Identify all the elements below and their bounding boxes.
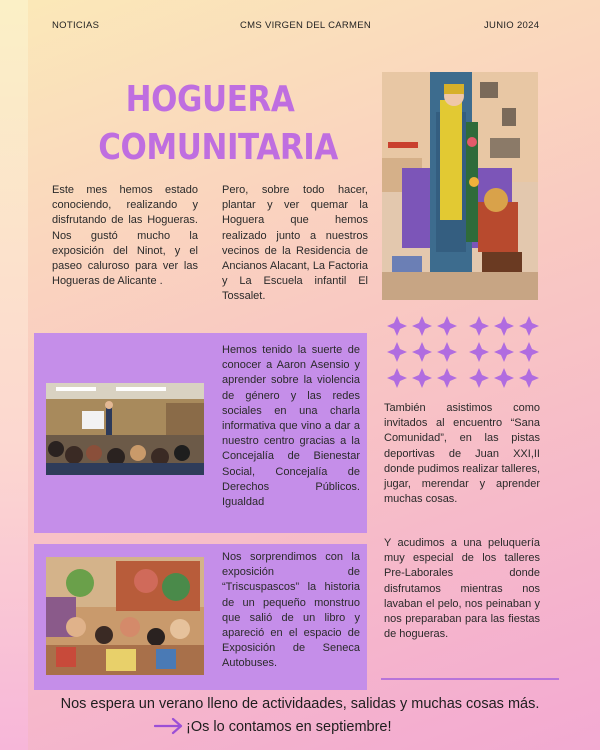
sparkle-icon xyxy=(412,316,432,336)
header-date: JUNIO 2024 xyxy=(484,20,540,31)
sparkle-icon xyxy=(387,368,407,388)
sparkle-icon xyxy=(469,368,489,388)
left-strip xyxy=(0,0,28,750)
footer-line-2: ¡Os lo contamos en septiembre! xyxy=(186,719,392,735)
page-title xyxy=(98,76,338,172)
exposicion-photo xyxy=(46,557,204,675)
sparkle-icon xyxy=(469,342,489,362)
exposicion-text: Nos sorprendimos con la exposición de “Triscuspascos” la historia de un pequeño monstruo que salió de un libro y apareció en el espacio de Exposición de Seneca Autobuses. xyxy=(222,551,360,670)
sparkle-icon xyxy=(412,368,432,388)
header-section-label: NOTICIAS xyxy=(52,20,100,31)
sparkle-icon xyxy=(519,368,539,388)
sparkle-icon xyxy=(519,316,539,336)
sana-comunidad-text: También asistimos como invitados al encuentro “Sana Comunidad”, en las pistas deportivas de Juan XXI,II donde pudimos realizar talleres, jugar, merendar y aprender muchas cosas. xyxy=(384,402,540,506)
charla-photo xyxy=(46,383,204,475)
sparkle-icon xyxy=(519,342,539,362)
sparkle-icon xyxy=(494,342,514,362)
sparkle-icon xyxy=(494,316,514,336)
sparkle-icon xyxy=(437,342,457,362)
sparkle-icon xyxy=(387,316,407,336)
sparkle-icon xyxy=(437,368,457,388)
sparkle-icon xyxy=(469,316,489,336)
divider-line xyxy=(381,678,559,680)
title-line-1: HOGUERA xyxy=(125,79,295,120)
header-organization: CMS VIRGEN DEL CARMEN xyxy=(240,20,372,31)
hoguera-photo xyxy=(382,72,538,300)
arrow-right-icon xyxy=(154,716,184,736)
charla-text: Hemos tenido la suerte de conocer a Aaron Asensio y aprender sobre la violencia de género y las redes sociales en una charla informativa que vino a dar a nuestro centro gracias a la Concejalía de Bienestar Social, Concejalía de Derechos Públicos. Igualdad xyxy=(222,344,360,509)
peluqueria-text: Y acudimos a una peluquería muy especial de los talleres Pre-Laborales donde disfrutamos mientras nos lavaban el pelo, nos peinaban y nos preparaban para las fiestas de hogueras. xyxy=(384,537,540,641)
sparkle-icon xyxy=(437,316,457,336)
title-line-2: COMUNITARIA xyxy=(98,127,338,168)
sparkle-icon xyxy=(387,342,407,362)
intro-column-2: Pero, sobre todo hacer, plantar y ver quemar la Hoguera que hemos realizado junto a nuestros vecinos de la Residencia de Ancianos Alacant, La Factoria y La Escuela infantil El Tossalet. xyxy=(222,184,368,303)
sparkle-icon xyxy=(494,368,514,388)
intro-column-1: Este mes hemos estado conociendo, realizando y disfrutando de las Hogueras. Nos gustó mucho la exposición del Ninot, y el paseo caluroso para ver las Hogueras de Alicante . xyxy=(52,184,198,288)
footer-line-1: Nos espera un verano lleno de actividaades, salidas y muchas cosas más. xyxy=(60,696,540,712)
sparkle-icon-grid xyxy=(383,316,543,388)
sparkle-icon xyxy=(412,342,432,362)
